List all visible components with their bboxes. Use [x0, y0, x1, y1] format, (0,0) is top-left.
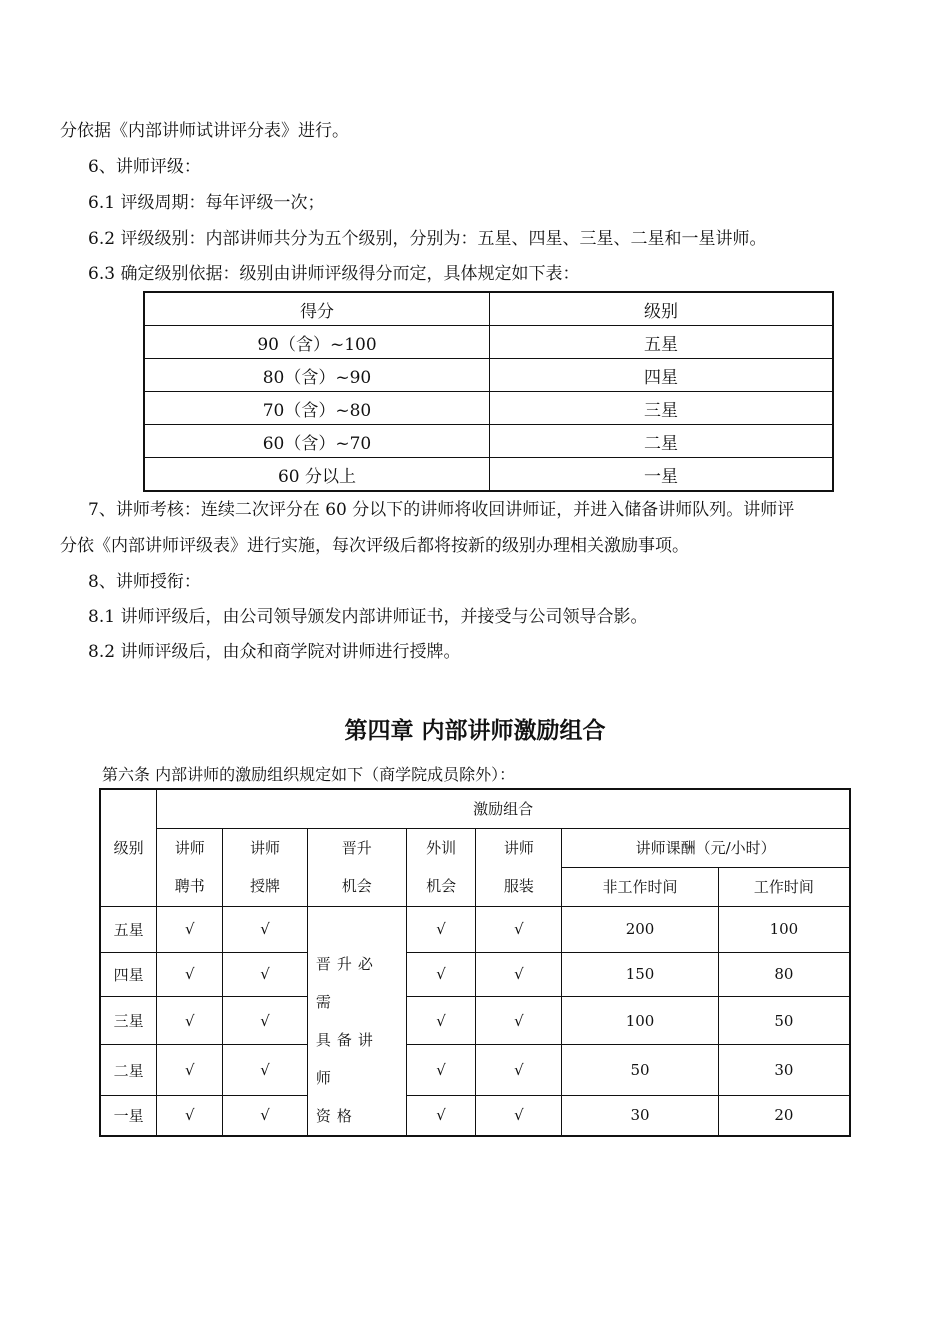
plaque-award: 8.2 讲师评级后，由众和商学院对讲师进行授牌。: [88, 642, 461, 662]
score-cell: 90（含）~100: [144, 326, 490, 359]
fee-off-hours: 100: [562, 997, 719, 1045]
header-score: 得分: [144, 292, 490, 326]
check-mark: √: [157, 906, 223, 952]
promotion-note: 晋升必需 具备讲师 资格: [307, 906, 406, 1136]
level-cell: 五星: [100, 906, 157, 952]
incentive-header-row-2: [100, 828, 850, 867]
check-mark: √: [157, 952, 223, 996]
table-row: [100, 1095, 850, 1135]
certificate-award: 8.1 讲师评级后，由公司领导颁发内部讲师证书，并接受与公司领导合影。: [88, 607, 648, 627]
fee-off-hours: 200: [562, 906, 719, 952]
fee-work-hours: 50: [718, 997, 850, 1045]
level-cell: 二星: [100, 1045, 157, 1096]
level-cell: 四星: [100, 952, 157, 996]
header-level: 级别: [100, 789, 157, 906]
score-cell: 60 分以上: [144, 458, 490, 492]
check-mark: √: [406, 906, 476, 952]
fee-off-hours: 150: [562, 952, 719, 996]
header-work-hours: 工作时间: [718, 867, 850, 906]
fee-off-hours: 30: [562, 1095, 719, 1135]
check-mark: √: [223, 1095, 308, 1135]
level-cell: 三星: [100, 997, 157, 1045]
lecturer-assessment-continued: 分依《内部讲师评级表》进行实施，每次评级后都将按新的级别办理相关激励事项。: [60, 536, 689, 556]
check-mark: √: [476, 906, 562, 952]
table-row: [144, 425, 833, 458]
check-mark: √: [406, 997, 476, 1045]
header-uniform: 讲师 服装: [476, 828, 562, 906]
incentive-header-row-1: [100, 789, 850, 828]
table-row: [100, 906, 850, 952]
heading-lecturer-title: 8、讲师授衔：: [88, 572, 201, 592]
lecturer-assessment: 7、讲师考核：连续二次评分在 60 分以下的讲师将收回讲师证，并进入储备讲师队列。讲师评: [88, 500, 795, 520]
check-mark: √: [157, 1045, 223, 1096]
header-promotion: 晋升 机会: [307, 828, 406, 906]
fee-work-hours: 100: [718, 906, 850, 952]
table-row: [100, 997, 850, 1045]
rating-levels: 6.2 评级级别：内部讲师共分为五个级别，分别为：五星、四星、三星、二星和一星讲师。: [88, 229, 767, 249]
check-mark: √: [406, 952, 476, 996]
rating-cycle: 6.1 评级周期：每年评级一次；: [88, 193, 325, 213]
table-row: [100, 952, 850, 996]
check-mark: √: [223, 952, 308, 996]
table-row: [144, 392, 833, 425]
check-mark: √: [223, 997, 308, 1045]
rating-basis: 6.3 确定级别依据：级别由讲师评级得分而定，具体规定如下表：: [88, 264, 580, 284]
header-lecture-fee: 讲师课酬（元/小时）: [562, 828, 850, 867]
level-cell: 三星: [490, 392, 834, 425]
level-cell: 一星: [100, 1095, 157, 1135]
check-mark: √: [157, 1095, 223, 1135]
check-mark: √: [476, 1045, 562, 1096]
check-mark: √: [406, 1045, 476, 1096]
fee-work-hours: 80: [718, 952, 850, 996]
score-cell: 60（含）~70: [144, 425, 490, 458]
grade-table-header: [144, 292, 833, 326]
header-level: 级别: [490, 292, 834, 326]
header-plaque: 讲师 授牌: [223, 828, 308, 906]
header-off-hours: 非工作时间: [562, 867, 719, 906]
check-mark: √: [476, 1095, 562, 1135]
table-row: [144, 359, 833, 392]
check-mark: √: [157, 997, 223, 1045]
fee-work-hours: 30: [718, 1045, 850, 1096]
score-cell: 80（含）~90: [144, 359, 490, 392]
header-external-training: 外训 机会: [406, 828, 476, 906]
check-mark: √: [223, 906, 308, 952]
chapter-title: 第四章 内部讲师激励组合: [344, 717, 606, 744]
header-hire-letter: 讲师 聘书: [157, 828, 223, 906]
incentive-table: [99, 788, 851, 1137]
check-mark: √: [406, 1095, 476, 1135]
check-mark: √: [476, 997, 562, 1045]
score-cell: 70（含）~80: [144, 392, 490, 425]
table-row: [144, 458, 833, 492]
fee-off-hours: 50: [562, 1045, 719, 1096]
level-cell: 一星: [490, 458, 834, 492]
level-cell: 四星: [490, 359, 834, 392]
check-mark: √: [223, 1045, 308, 1096]
header-incentive-group: 激励组合: [157, 789, 850, 828]
heading-lecturer-rating: 6、讲师评级：: [88, 157, 201, 177]
table-row: [100, 1045, 850, 1096]
fee-work-hours: 20: [718, 1095, 850, 1135]
table-row: [144, 326, 833, 359]
level-cell: 五星: [490, 326, 834, 359]
paragraph-continued: 分依据《内部讲师试讲评分表》进行。: [60, 121, 349, 141]
grade-table: [143, 291, 834, 492]
article-six: 第六条 内部讲师的激励组织规定如下（商学院成员除外）：: [102, 765, 516, 784]
check-mark: √: [476, 952, 562, 996]
level-cell: 二星: [490, 425, 834, 458]
